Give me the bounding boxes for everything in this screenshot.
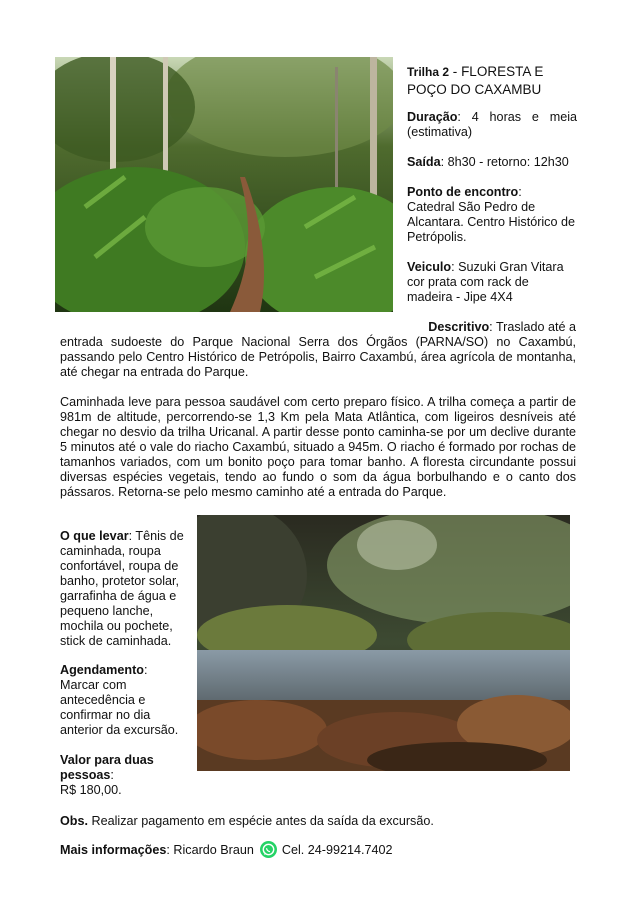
scheduling-block: Agendamento: Marcar com antecedência e confirmar no dia anterior da excursão. bbox=[60, 663, 179, 737]
departure-block: Saída: 8h30 - retorno: 12h30 bbox=[407, 155, 569, 169]
notes-value: Realizar pagamento em espécie antes da saída da excursão. bbox=[91, 814, 434, 828]
trail-number: Trilha 2 bbox=[407, 65, 450, 79]
contact-phone[interactable]: Cel. 24-99214.7402 bbox=[281, 843, 393, 857]
trail-title bbox=[407, 63, 577, 98]
what-to-bring-label: O que levar bbox=[60, 529, 129, 543]
what-to-bring-value: Tênis de caminhada, roupa confortável, roupa de banho, protetor solar, garrafinha de água e pequeno lanche, mochila ou pochete, stick de caminhada. bbox=[60, 529, 184, 648]
river-pool-photo bbox=[197, 515, 570, 771]
price-block: Valor para duas pessoas: R$ 180,00. bbox=[60, 753, 154, 797]
what-to-bring-block: O que levar: Tênis de caminhada, roupa confortável, roupa de banho, protetor solar, garrafinha de água e pequeno lanche, mochila ou pochete, stick de caminhada. bbox=[60, 529, 184, 648]
description-first-text: Traslado até a bbox=[495, 320, 576, 334]
description-paragraph-2: Caminhada leve para pessoa saudável com certo preparo físico. A trilha começa a partir de 981m de altitude, percorrendo-se 1,3 Km pela Mata Atlântica, com ligeiros desníveis até chegar no desvio da trilha Uricanal. A partir desse ponto caminha-se por um declive durante 5 minutos até o vale do riacho Caxambú, situado a 945m. O riacho é formado por rochas de tamanhos variados, com um bonito poço para tomar banho. A floresta circundante possui diversas espécies vegetais, tendo ao fundo o som da água borbulhando e o canto dos pássaros. Retorna-se pelo mesmo caminho até a entrada do Parque. bbox=[60, 395, 576, 499]
vehicle-label: Veiculo bbox=[407, 260, 452, 274]
description-label: Descritivo bbox=[428, 320, 490, 334]
duration-label: Duração bbox=[407, 110, 458, 124]
whatsapp-icon bbox=[260, 841, 277, 858]
scheduling-label: Agendamento bbox=[60, 663, 144, 677]
forest-trail-photo bbox=[55, 57, 393, 312]
vehicle-block: Veiculo: Suzuki Gran Vitara cor prata com rack de madeira - Jipe 4X4 bbox=[407, 260, 564, 304]
vehicle-value: Suzuki Gran Vitara cor prata com rack de madeira - Jipe 4X4 bbox=[407, 260, 564, 304]
duration-block: Duração: 4 horas e meia (estimativa) bbox=[407, 110, 577, 139]
scheduling-value: Marcar com antecedência e confirmar no dia anterior da excursão. bbox=[60, 678, 179, 737]
contact-label: Mais informações bbox=[60, 843, 167, 857]
duration-value: 4 horas e meia (estimativa) bbox=[407, 110, 577, 139]
contact-name: Ricardo Braun bbox=[173, 843, 254, 857]
contact-block: Mais informações: Ricardo Braun Cel. 24-99214.7402 bbox=[60, 843, 393, 857]
trail-separator: - bbox=[452, 64, 458, 79]
description-first-line: Descritivo: Traslado até a bbox=[428, 320, 576, 334]
notes-block bbox=[60, 814, 580, 829]
price-value: R$ 180,00. bbox=[60, 783, 122, 797]
meeting-point-block: Ponto de encontro: Catedral São Pedro de Alcantara. Centro Histórico de Petrópolis. bbox=[407, 185, 575, 244]
notes-label: Obs. bbox=[60, 814, 88, 828]
trail-name: FLORESTA E POÇO DO CAXAMBU bbox=[407, 64, 544, 97]
description-rest: entrada sudoeste do Parque Nacional Serra dos Órgãos (PARNA/SO) no Caxambú, passando pelo Centro Histórico de Petrópolis, Bairro Caxambú, área agrícola de montanha, até chegar na entrada do Parque. bbox=[60, 335, 576, 379]
meeting-point-value: Catedral São Pedro de Alcantara. Centro Histórico de Petrópolis. bbox=[407, 200, 575, 244]
departure-value: 8h30 - retorno: 12h30 bbox=[447, 155, 569, 169]
departure-label: Saída bbox=[407, 155, 441, 169]
price-label: Valor para duas pessoas bbox=[60, 753, 154, 782]
meeting-point-label: Ponto de encontro bbox=[407, 185, 519, 199]
